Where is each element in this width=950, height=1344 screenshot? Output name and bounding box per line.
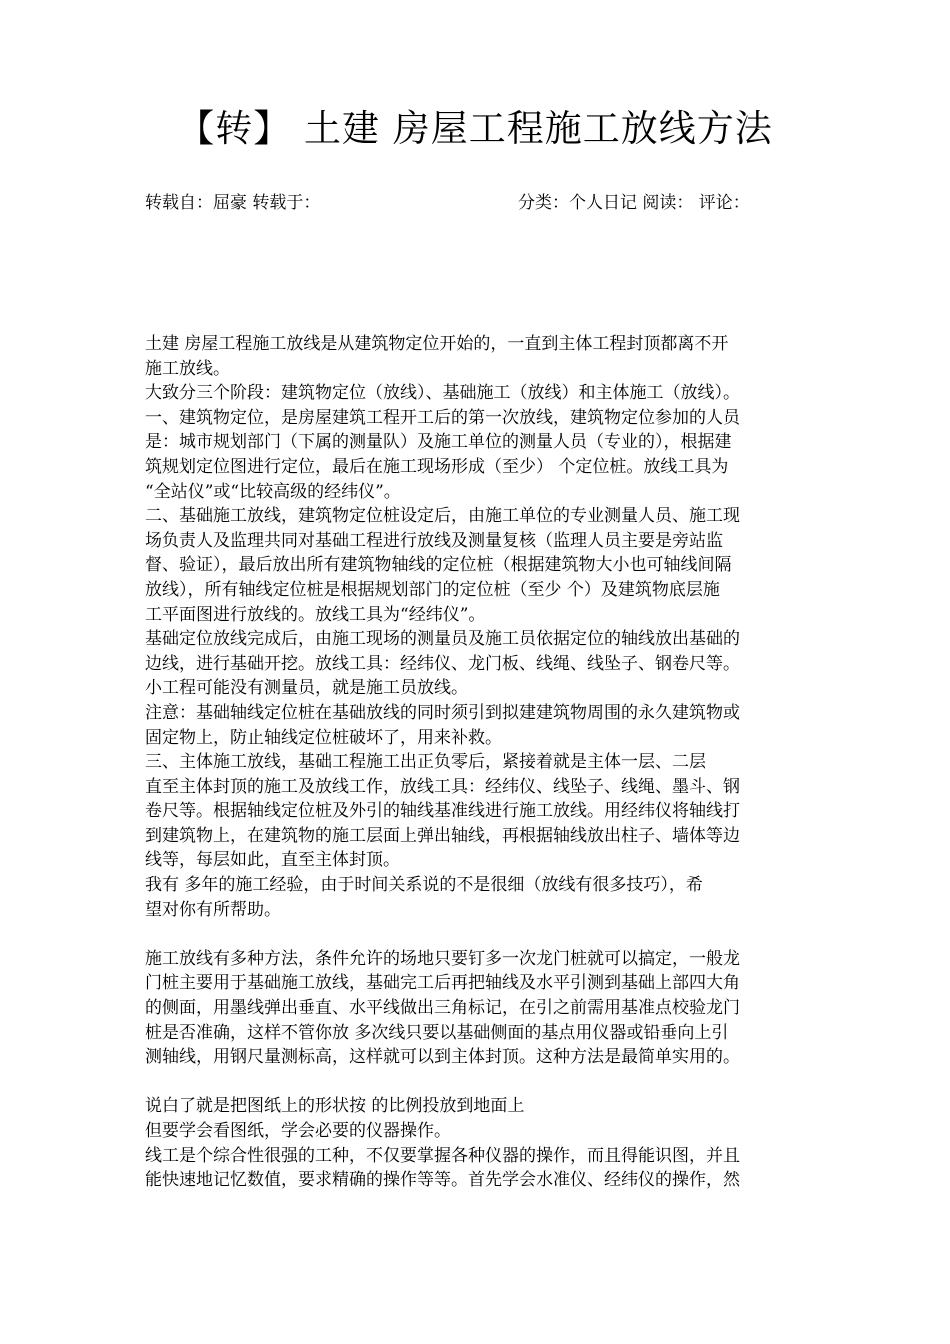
text-line: 放线），所有轴线定位桩是根据规划部门的定位桩（至少 个）及建筑物底层施: [145, 579, 720, 600]
text-line: 能快速地记忆数值，要求精确的操作等等。首先学会水准仪、经纬仪的操作，然: [145, 1170, 740, 1191]
text-line: 施工放线。: [145, 358, 230, 379]
text-line: 但要学会看图纸，学会必要的仪器操作。: [145, 1121, 451, 1141]
post-meta-source: 转载自：屈豪 转载于：: [145, 193, 321, 213]
text-line: “全站仪”或“比较高级的经纬仪”。: [145, 481, 401, 502]
text-line: 到建筑物上，在建筑物的施工层面上弹出轴线，再根据轴线放出柱子、墙体等边: [145, 825, 740, 846]
text-line: 望对你有所帮助。: [145, 899, 281, 920]
text-line: 工平面图进行放线的。放线工具为“经纬仪”。: [145, 604, 486, 625]
text-line: 土建 房屋工程施工放线是从建筑物定位开始的，一直到主体工程封顶都离不开: [145, 334, 729, 354]
text-line: 三、主体施工放线，基础工程施工出正负零后，紧接着就是主体一层、二层: [145, 752, 706, 773]
text-line: 的侧面，用墨线弹出垂直、水平线做出三角标记，在引之前需用基准点校验龙门: [145, 998, 740, 1019]
text-line: 边线，进行基础开挖。放线工具：经纬仪、龙门板、线绳、线坠子、钢卷尺等。: [145, 653, 740, 674]
text-line: 督、验证），最后放出所有建筑物轴线的定位桩（根据建筑物大小也可轴线间隔: [145, 555, 732, 576]
text-line: 固定物上，防止轴线定位桩破坏了，用来补救。: [145, 727, 502, 748]
text-line: 二、基础施工放线，建筑物定位桩设定后，由施工单位的专业测量人员、施工现: [145, 506, 740, 527]
text-line: 直至主体封顶的施工及放线工作，放线工具：经纬仪、线坠子、线绳、墨斗、钢: [145, 776, 740, 797]
text-line: 基础定位放线完成后，由施工现场的测量员及施工员依据定位的轴线放出基础的: [145, 629, 740, 650]
text-line: 是：城市规划部门（下属的测量队）及施工单位的测量人员（专业的），根据建: [145, 432, 732, 453]
blank-line: [145, 922, 810, 947]
article-body: [145, 332, 810, 1193]
post-meta-stats: 分类：个人日记 阅读： 评论：: [518, 193, 750, 213]
text-line: 我有 多年的施工经验，由于时间关系说的不是很细（放线有很多技巧），希: [145, 875, 703, 896]
text-line: 测轴线，用钢尺量测标高，这样就可以到主体封顶。这种方法是最简单实用的。: [145, 1047, 740, 1068]
text-line: 门桩主要用于基础施工放线，基础完工后再把轴线及水平引测到基础上部四大角: [145, 973, 740, 994]
text-line: 大致分三个阶段：建筑物定位（放线）、基础施工（放线）和主体施工（放线）。: [145, 383, 740, 404]
text-line: 筑规划定位图进行定位，最后在施工现场形成（至少） 个定位桩。放线工具为: [145, 456, 729, 477]
text-line: 小工程可能没有测量员，就是施工员放线。: [145, 678, 468, 699]
text-line: 施工放线有多种方法，条件允许的场地只要钉多一次龙门桩就可以搞定，一般龙: [145, 948, 740, 969]
text-line: 线工是个综合性很强的工种，不仅要掌握各种仪器的操作，而且得能识图，并且: [145, 1145, 740, 1166]
blank-line: [145, 1070, 810, 1095]
text-line: 注意：基础轴线定位桩在基础放线的同时须引到拟建建筑物周围的永久建筑物或: [145, 702, 740, 723]
page-title: 【转】 土建 房屋工程施工放线方法: [177, 107, 773, 150]
text-line: 场负责人及监理共同对基础工程进行放线及测量复核（监理人员主要是旁站监: [145, 530, 723, 551]
text-line: 说白了就是把图纸上的形状按 的比例投放到地面上: [145, 1096, 525, 1117]
text-line: 桩是否准确，这样不管你放 多次线只要以基础侧面的基点用仪器或铅垂向上引: [145, 1022, 729, 1043]
text-line: 线等，每层如此，直至主体封顶。: [145, 850, 400, 871]
text-line: 一、建筑物定位，是房屋建筑工程开工后的第一次放线，建筑物定位参加的人员: [145, 407, 740, 428]
text-line: 卷尺等。根据轴线定位桩及外引的轴线基准线进行施工放线。用经纬仪将轴线打: [145, 801, 740, 822]
